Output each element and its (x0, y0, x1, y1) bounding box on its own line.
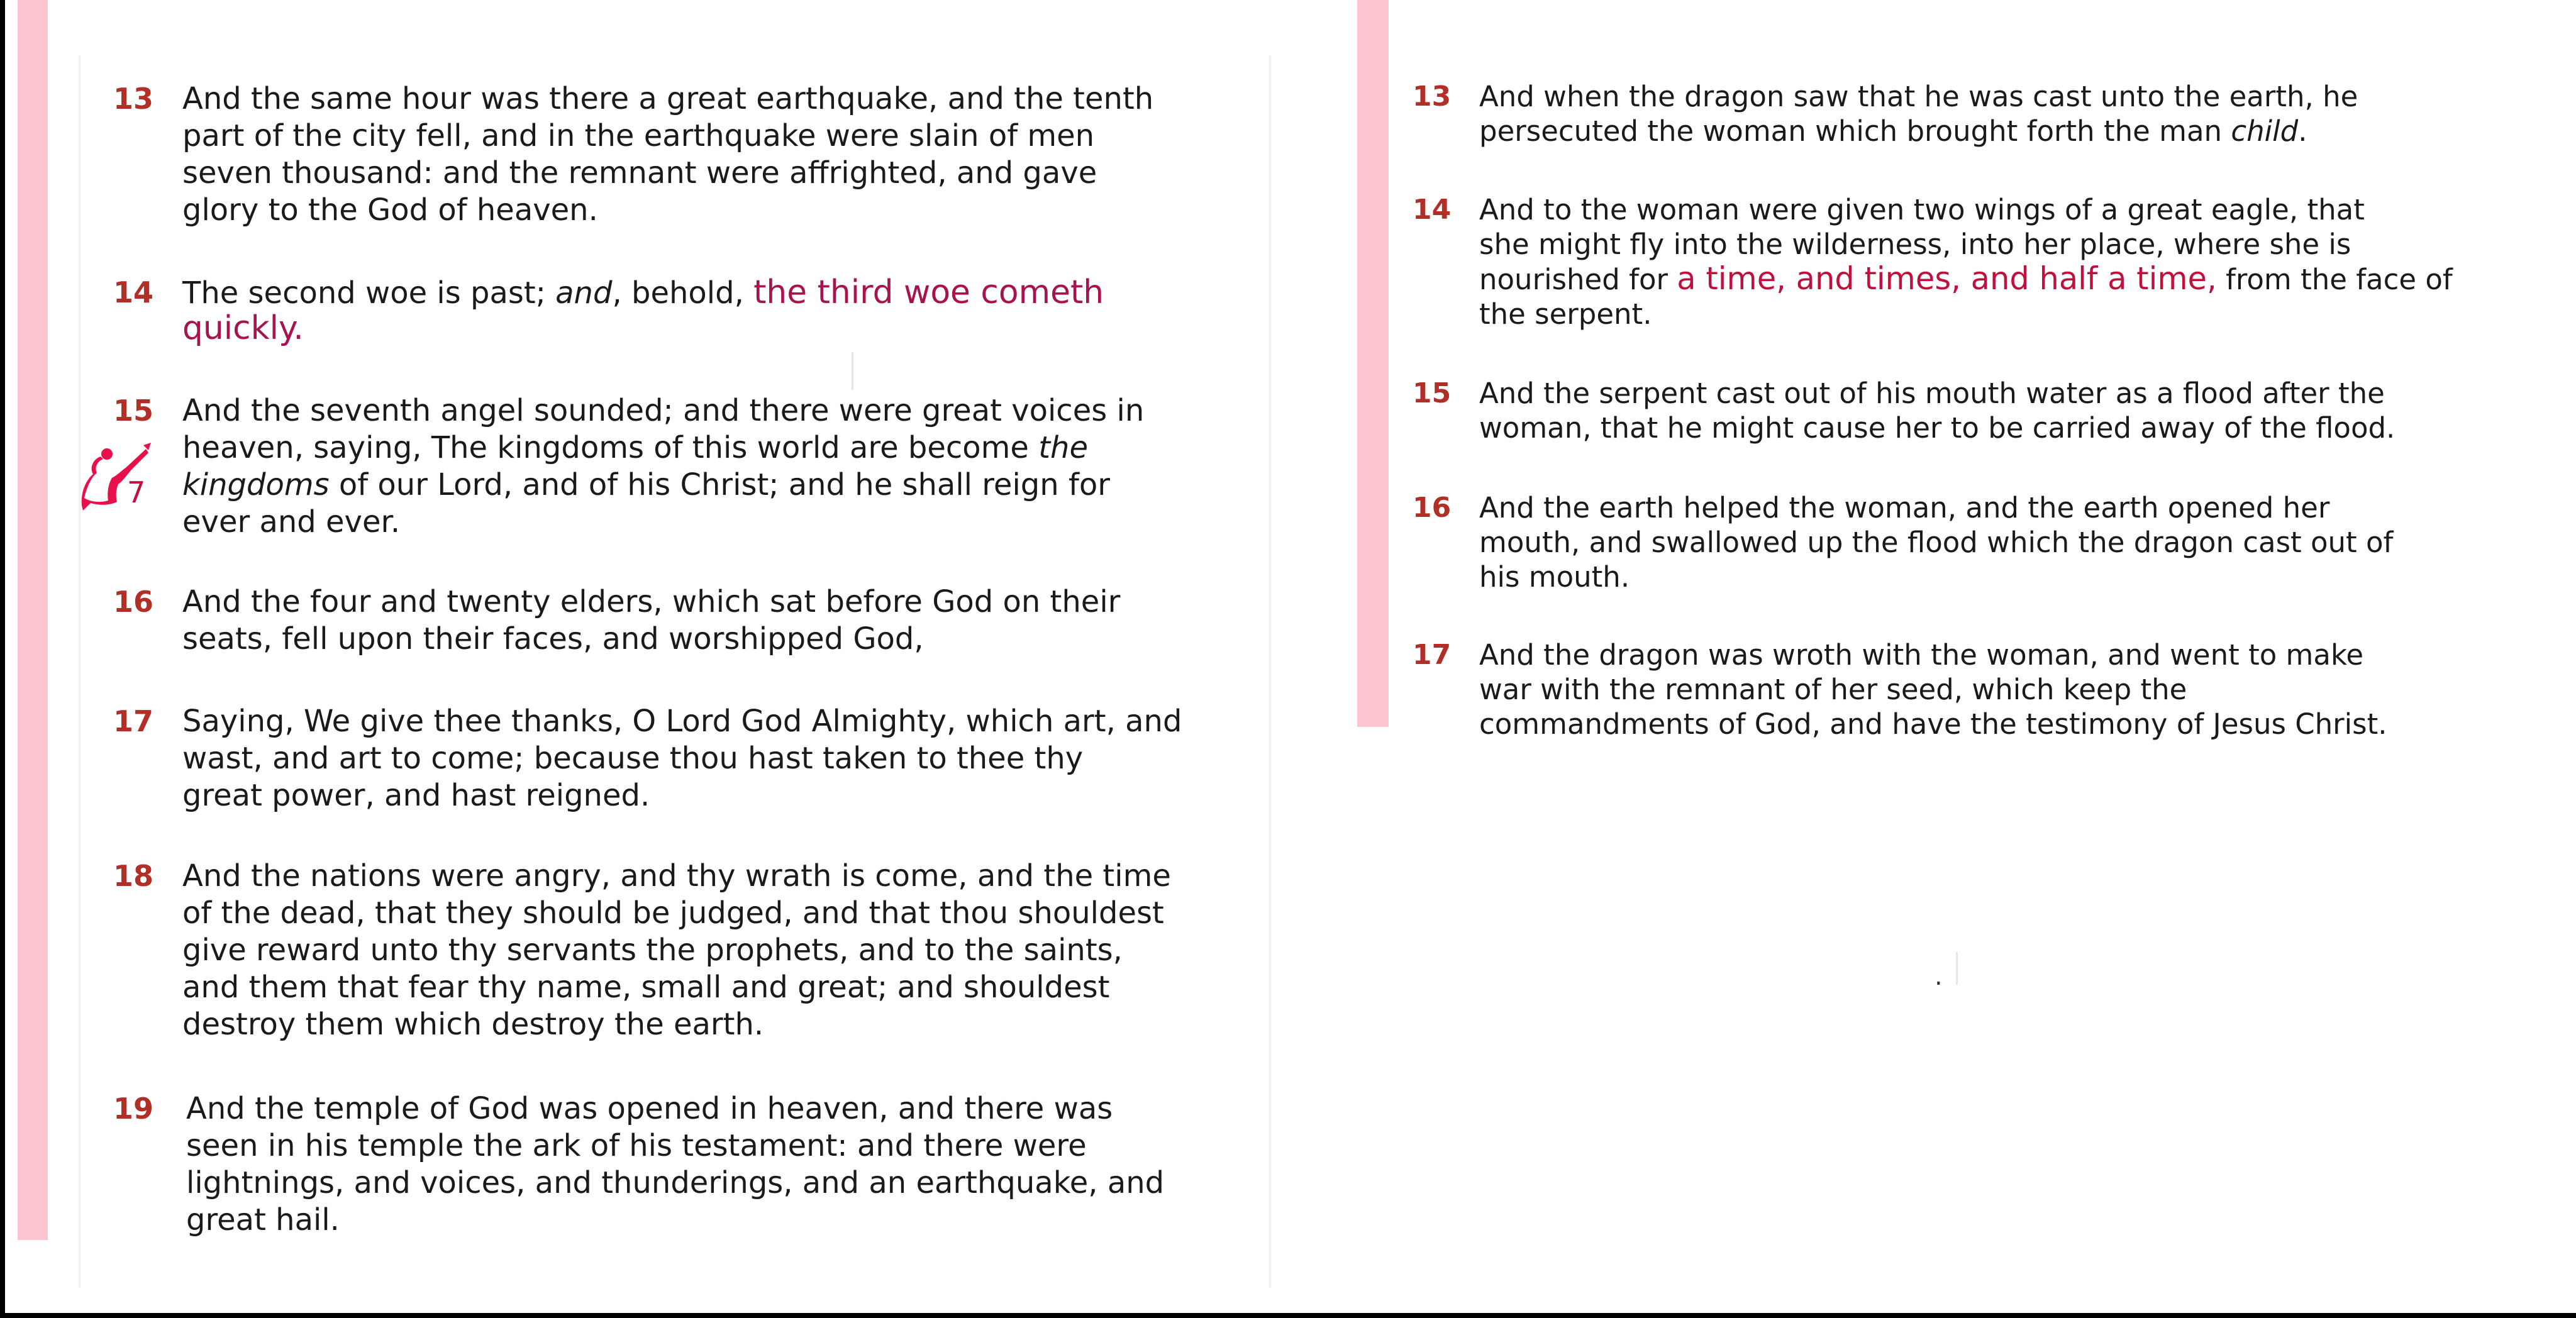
verse-number: 14 (113, 275, 154, 309)
verse-line: And the four and twenty elders, which sat before God on their (182, 584, 1121, 619)
divider (852, 352, 853, 390)
verse-line: part of the city fell, and in the earthquake were slain of men (182, 118, 1095, 153)
verse-number: 13 (1413, 80, 1452, 113)
verse-line: ever and ever. (182, 504, 401, 540)
highlighted-phrase: quickly. (182, 309, 304, 347)
verse-text (182, 703, 1289, 814)
verse-line: And the serpent cast out of his mouth water as a flood after the (1479, 377, 2385, 410)
verse-text (1479, 376, 2561, 445)
verse-number: 19 (113, 1092, 154, 1126)
verse-line: And the temple of God was opened in heaven, and there was (186, 1091, 1113, 1126)
verse-text (1479, 79, 2561, 148)
verse-line (1479, 262, 2561, 297)
verse-number: 16 (113, 585, 154, 619)
divider (1956, 952, 1958, 985)
verse-line: Saying, We give thee thanks, O Lord God Almighty, which art, and (182, 704, 1182, 739)
verse-text (182, 392, 1289, 541)
verse-line: the serpent. (1479, 297, 1652, 331)
trumpet-number: 7 (127, 475, 146, 509)
verse-line: great hail. (186, 1202, 340, 1238)
highlighted-phrase: a time, and times, and half a time, (1677, 260, 2217, 297)
verse-line: destroy them which destroy the earth. (182, 1007, 764, 1042)
verse-number: 16 (1413, 492, 1452, 524)
left-column-border (79, 55, 80, 1288)
verse-line: of the dead, that they should be judged, and that thou shouldest (182, 895, 1164, 931)
center-margin-bar (1357, 0, 1389, 727)
verse-italic: kingdoms (182, 467, 330, 502)
left-margin-bar (18, 0, 48, 1240)
highlighted-phrase: the third woe cometh (753, 274, 1104, 311)
verse-fragment: nourished for (1479, 263, 1677, 296)
verse-fragment: of our Lord, and of his Christ; and he shall reign for (329, 467, 1110, 502)
verse-fragment: , behold, (612, 275, 754, 311)
verse-line: give reward unto thy servants the prophets, and to the saints, (182, 933, 1123, 968)
verse-fragment: heaven, saying, The kingdoms of this world are become (182, 430, 1039, 465)
verse-text (182, 80, 1289, 229)
verse-fragment: from the face of (2216, 263, 2453, 296)
verse-number: 13 (113, 82, 154, 116)
verse-number: 18 (113, 859, 154, 893)
verse-line: commandments of God, and have the testimony of Jesus Christ. (1479, 707, 2387, 741)
verse-line: woman, that he might cause her to be carried away of the flood. (1479, 411, 2396, 445)
verse-text (1479, 192, 2561, 331)
verse-italic: the (1038, 430, 1088, 465)
verse-line: And to the woman were given two wings of a great eagle, that (1479, 193, 2365, 226)
stray-mark: . (1935, 962, 1943, 991)
verse-line: mouth, and swallowed up the flood which the dragon cast out of (1479, 526, 2394, 559)
verse-italic: and (555, 275, 613, 311)
verse-text (182, 274, 1289, 345)
verse-line: seen in his temple the ark of his testament: and there were (186, 1128, 1087, 1163)
verse-line: war with the remnant of her seed, which keep the (1479, 673, 2187, 706)
verse-fragment: persecuted the woman which brought forth the man (1479, 114, 2231, 148)
verse-number: 15 (113, 394, 154, 428)
verse-line: and them that fear thy name, small and great; and shouldest (182, 970, 1110, 1005)
verse-number: 17 (113, 704, 154, 738)
verse-fragment: . (2298, 114, 2307, 148)
verse-number: 17 (1413, 639, 1452, 671)
verse-line: And the earth helped the woman, and the earth opened her (1479, 491, 2330, 524)
verse-text (1479, 638, 2561, 741)
verse-line (182, 274, 1289, 312)
verse-line: And the nations were angry, and thy wrath is come, and the time (182, 858, 1171, 894)
verse-line: great power, and hast reigned. (182, 778, 650, 813)
verse-line (1479, 114, 2561, 148)
verse-line: And the dragon was wroth with the woman, and went to make (1479, 638, 2364, 672)
verse-line: she might fly into the wilderness, into her place, where she is (1479, 228, 2351, 261)
verse-line: seats, fell upon their faces, and worshipped God, (182, 621, 924, 656)
verse-line: And the same hour was there a great earthquake, and the tenth (182, 81, 1154, 116)
verse-text (182, 858, 1289, 1043)
verse-fragment: The second woe is past; (182, 275, 556, 311)
verse-text (186, 1090, 1293, 1239)
verse-line: And when the dragon saw that he was cast unto the earth, he (1479, 80, 2358, 113)
verse-line: lightnings, and voices, and thunderings, and an earthquake, and (186, 1165, 1165, 1200)
verse-text (182, 584, 1289, 658)
verse-line: And the seventh angel sounded; and there were great voices in (182, 393, 1145, 428)
verse-line (182, 467, 1289, 504)
verse-number: 15 (1413, 377, 1452, 409)
verse-line: wast, and art to come; because thou hast taken to thee thy (182, 741, 1084, 776)
verse-number: 14 (1413, 194, 1452, 226)
verse-line: seven thousand: and the remnant were affrighted, and gave (182, 155, 1097, 191)
verse-italic: child (2231, 114, 2299, 148)
verse-text (1479, 490, 2561, 594)
verse-line (182, 429, 1289, 467)
verse-line: glory to the God of heaven. (182, 192, 598, 228)
verse-line: his mouth. (1479, 560, 1630, 594)
window-edge (0, 0, 5, 1318)
